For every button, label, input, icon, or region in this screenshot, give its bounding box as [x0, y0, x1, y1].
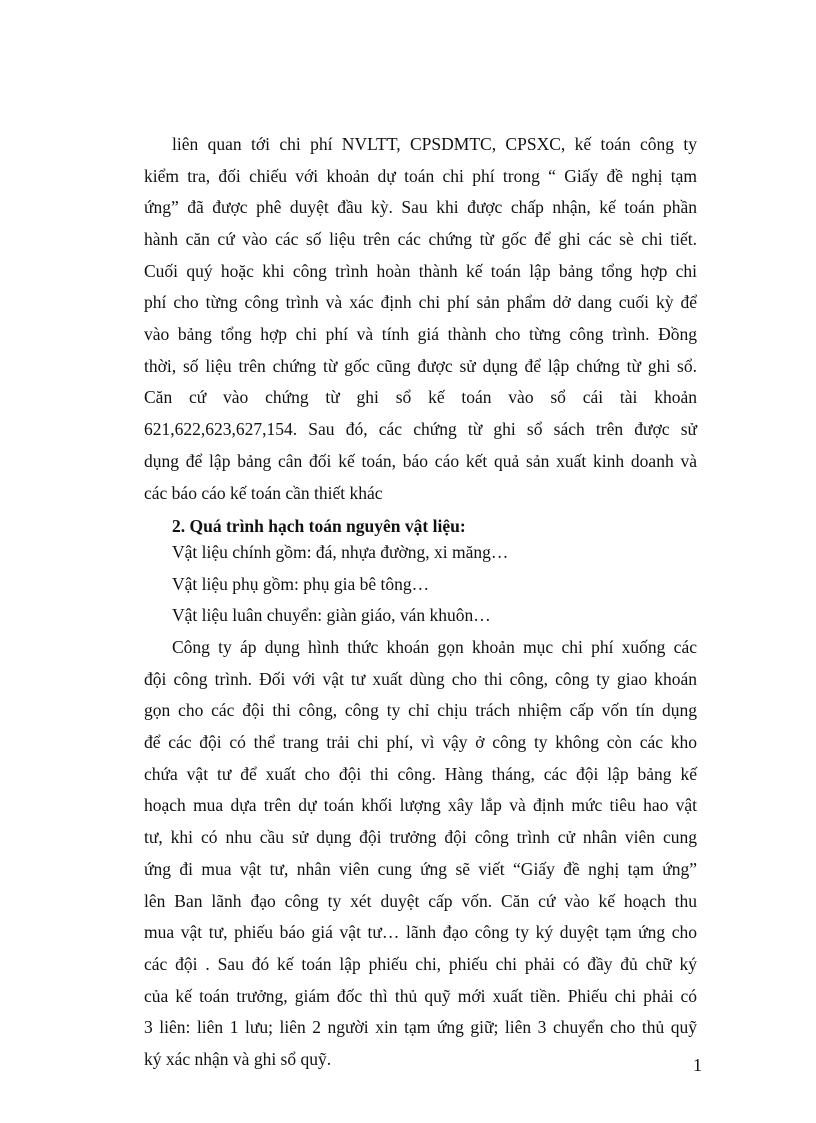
paragraph-line: 3 liên: liên 1 lưu; liên 2 người xin tạm ứng giữ; liên 3 chuyển cho thủ quỹ	[144, 1017, 697, 1038]
section-heading: 2. Quá trình hạch toán nguyên vật liệu:	[172, 516, 466, 537]
paragraph-line: mua vật tư, phiếu báo giá vật tư… lãnh đạo công ty ký duyệt tạm ứng cho	[144, 922, 697, 943]
paragraph-line: các báo cáo kế toán cần thiết khác	[144, 482, 383, 503]
paragraph-line: thời, số liệu trên chứng từ gốc cũng được sử dụng để lập chứng từ ghi sổ.	[144, 355, 697, 376]
paragraph-line: kiểm tra, đối chiếu với khoản dự toán chi phí trong “ Giấy đề nghị tạm	[144, 165, 697, 186]
paragraph-line: hành căn cứ vào các số liệu trên các chứng từ gốc để ghi các sè chi tiết.	[144, 229, 697, 249]
material-item: Vật liệu chính gồm: đá, nhựa đường, xi măng…	[172, 542, 509, 562]
paragraph-line: Cuối quý hoặc khi công trình hoàn thành kế toán lập bảng tổng hợp chi	[144, 260, 697, 281]
paragraph-line: ký xác nhận và ghi sổ quỹ.	[144, 1048, 332, 1069]
paragraph-line: ứng đi mua vật tư, nhân viên cung ứng sẽ viết “Giấy đề nghị tạm ứng”	[144, 858, 697, 879]
paragraph-line: ứng” đã được phê duyệt đầu kỳ. Sau khi được chấp nhận, kế toán phần	[144, 197, 697, 218]
paragraph-line: các đội . Sau đó kế toán lập phiếu chi, phiếu chi phải có đầy đủ chữ ký	[144, 953, 697, 974]
paragraph-line: lên Ban lãnh đạo công ty xét duyệt cấp vốn. Căn cứ vào kế hoạch thu	[144, 890, 697, 911]
paragraph-line: của kế toán trưởng, giám đốc thì thủ quỹ mới xuất tiền. Phiếu chi phải có	[144, 985, 697, 1006]
paragraph-line: vào bảng tổng hợp chi phí và tính giá thành cho từng công trình. Đồng	[144, 324, 697, 345]
material-item: Vật liệu luân chuyển: giàn giáo, ván khuôn…	[172, 605, 491, 626]
paragraph-line: Căn cứ vào chứng từ ghi sổ kế toán vào sổ cái tài khoản	[144, 387, 697, 408]
paragraph-line: dụng để lập bảng cân đối kế toán, báo cáo kết quả sản xuất kinh doanh và	[144, 450, 697, 471]
page-number: 1	[693, 1055, 702, 1075]
paragraph-line: phí cho từng công trình và xác định chi phí sản phẩm dở dang cuối kỳ để	[144, 292, 697, 313]
paragraph-line: đội công trình. Đối với vật tư xuất dùng cho thi công, công ty giao khoán	[144, 668, 697, 689]
paragraph-line: gọn cho các đội thi công, công ty chỉ chịu trách nhiệm cấp vốn tín dụng	[144, 700, 697, 721]
material-item: Vật liệu phụ gồm: phụ gia bê tông…	[172, 573, 430, 594]
paragraph-line: Công ty áp dụng hình thức khoán gọn khoản mục chi phí xuống các	[172, 637, 697, 657]
paragraph-line: hoạch mua dựa trên dự toán khối lượng xây lắp và định mức tiêu hao vật	[144, 795, 697, 816]
paragraph-line: 621,622,623,627,154. Sau đó, các chứng từ ghi sổ sách trên được sử	[144, 419, 697, 440]
paragraph-line: để các đội có thể trang trải chi phí, vì vậy ở công ty không còn các kho	[144, 732, 697, 753]
paragraph-line: chứa vật tư để xuất cho đội thi công. Hàng tháng, các đội lập bảng kế	[144, 763, 697, 784]
paragraph-line: tư, khi có nhu cầu sử dụng đội trưởng đội công trình cử nhân viên cung	[144, 827, 697, 848]
paragraph-line: liên quan tới chi phí NVLTT, CPSDMTC, CPSXC, kế toán công ty	[172, 134, 697, 154]
